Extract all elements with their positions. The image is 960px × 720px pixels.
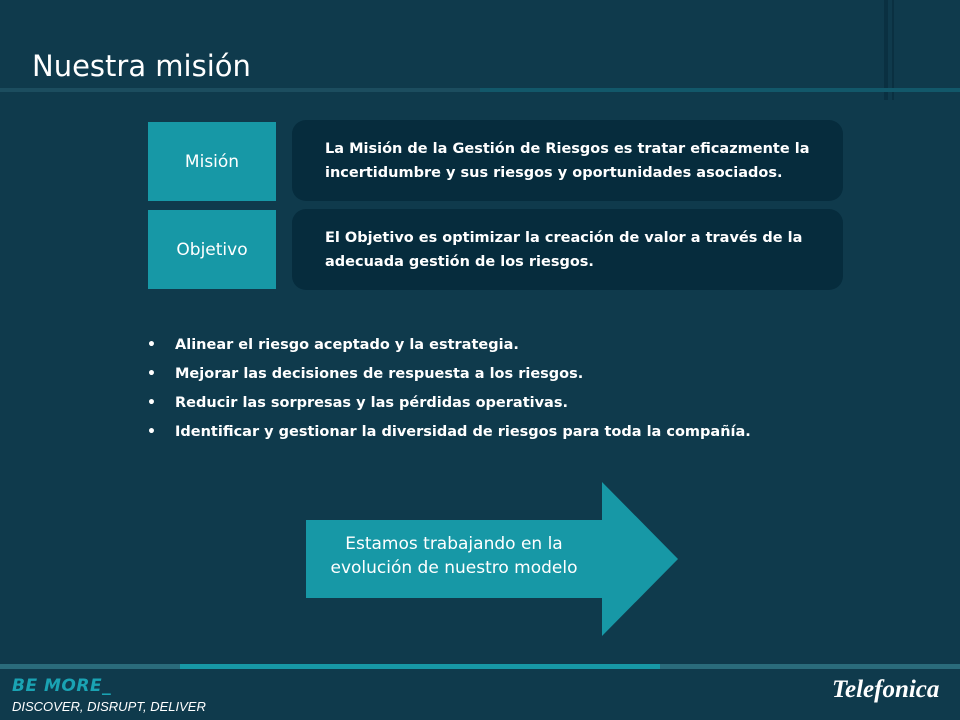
- header-divider: [0, 88, 960, 92]
- footer-divider: [0, 664, 960, 669]
- mision-tag: Misión: [148, 122, 276, 201]
- bullet-icon: •: [147, 395, 156, 411]
- list-item-text: Identificar y gestionar la diversidad de riesgos para toda la compañía.: [175, 424, 751, 440]
- list-item: [146, 418, 751, 447]
- mision-text-panel: La Misión de la Gestión de Riesgos es tratar eficazmente la incertidumbre y sus riesgos y oportunidades asociados.: [292, 120, 843, 201]
- objetivo-text-panel: El Objetivo es optimizar la creación de valor a través de la adecuada gestión de los riesgos.: [292, 209, 843, 290]
- evolution-arrow-callout: [306, 482, 678, 636]
- decorative-vertical-line: [884, 0, 888, 100]
- list-item-text: Reducir las sorpresas y las pérdidas operativas.: [175, 395, 568, 411]
- goals-list: [146, 331, 751, 447]
- decorative-vertical-line: [892, 0, 894, 100]
- page-title: Nuestra misión: [32, 49, 251, 84]
- arrow-text-line-1: Estamos trabajando en la: [345, 534, 563, 554]
- objetivo-tag: Objetivo: [148, 210, 276, 289]
- list-item: [146, 389, 751, 418]
- bullet-icon: •: [147, 424, 156, 440]
- brand-text: BE MORE: [12, 676, 103, 696]
- brand-cursor: _: [102, 676, 112, 696]
- brand-tagline: DISCOVER, DISRUPT, DELIVER: [12, 699, 206, 714]
- list-item-text: Alinear el riesgo aceptado y la estrategia.: [175, 337, 519, 353]
- bullet-icon: •: [147, 337, 156, 353]
- bullet-icon: •: [147, 366, 156, 382]
- list-item: [146, 360, 751, 389]
- list-item-text: Mejorar las decisiones de respuesta a los riesgos.: [175, 366, 584, 382]
- brand-slogan: [12, 676, 111, 696]
- list-item: [146, 331, 751, 360]
- telefonica-logo: Telefonica: [832, 676, 940, 703]
- arrow-text-line-2: evolución de nuestro modelo: [330, 558, 578, 578]
- arrow-text: [306, 532, 602, 580]
